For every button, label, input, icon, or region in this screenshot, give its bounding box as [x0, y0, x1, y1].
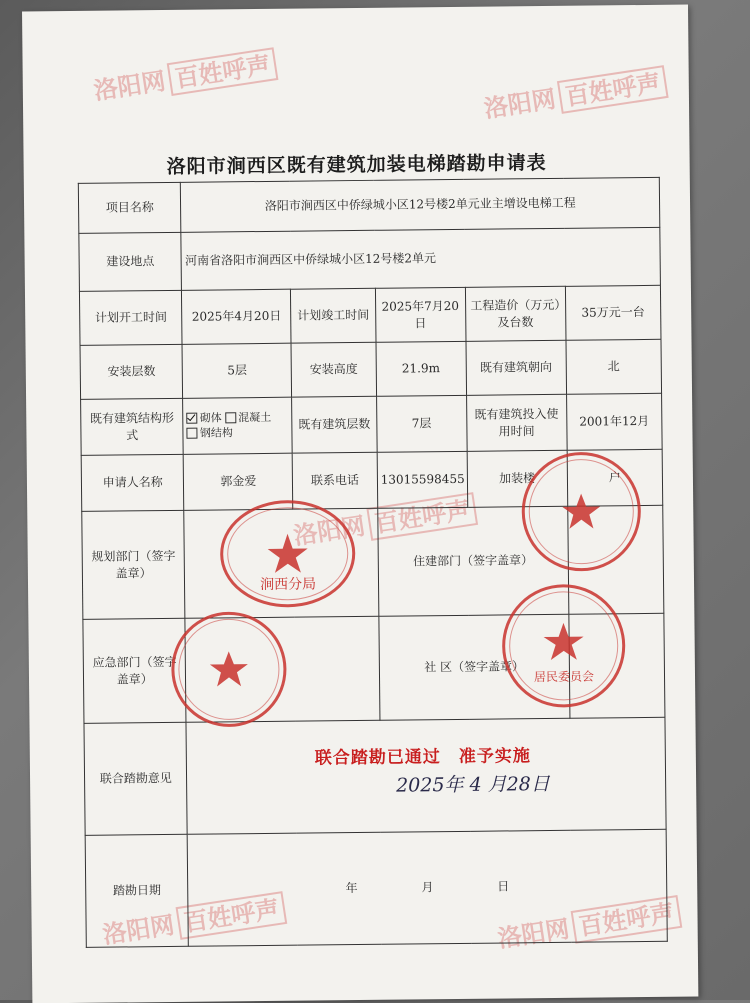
- finish-time-value: 2025年7月20日: [375, 287, 465, 342]
- row-survey-date: [85, 829, 667, 947]
- community-seal-sub: 居民委员会: [533, 669, 595, 685]
- project-name-value: 洛阳市涧西区中侨绿城小区12号楼2单元业主增设电梯工程: [181, 177, 660, 232]
- page-title: 洛阳市涧西区既有建筑加装电梯踏勘申请表: [166, 152, 547, 178]
- planning-label: 规划部门（签字盖章）: [82, 510, 186, 619]
- housing-bureau-seal: [519, 449, 645, 575]
- watermark-middle: 洛阳网 百姓呼声: [291, 489, 478, 551]
- survey-date-label: 踏勘日期: [85, 834, 189, 947]
- start-time-value: 2025年4月20日: [182, 289, 291, 344]
- row-opinion: [84, 717, 666, 835]
- planning-bureau-seal: [217, 498, 358, 609]
- applicant-value: 郭金爱: [184, 453, 293, 510]
- watermark-bottom-right: 洛阳网 百姓呼声: [495, 892, 682, 954]
- checkbox-masonry[interactable]: [187, 413, 198, 424]
- checkbox-concrete[interactable]: [225, 412, 236, 423]
- emergency-label: 应急部门（签字盖章）: [83, 618, 187, 723]
- start-time-label: 计划开工时间: [79, 290, 182, 345]
- location-label: 建设地点: [79, 232, 182, 291]
- planning-seal-sub: 涧西分局: [259, 576, 317, 594]
- community-label: 社 区（签字盖章）: [379, 614, 570, 720]
- building-floors-label: 既有建筑层数: [292, 396, 377, 453]
- approval-handwritten-date: 2025年 4 月28日: [396, 773, 550, 797]
- location-value: 河南省洛阳市涧西区中侨绿城小区12号楼2单元: [181, 227, 660, 290]
- cost-value: 35万元一台: [565, 285, 661, 340]
- community-committee-seal: [498, 580, 629, 711]
- floors-value: 5层: [182, 343, 291, 398]
- phone-value: 13015598455: [377, 451, 467, 508]
- date-month: 月: [421, 880, 434, 895]
- height-label: 安装高度: [291, 342, 376, 397]
- checkbox-steel[interactable]: [187, 428, 198, 439]
- application-form-paper: [22, 5, 698, 1003]
- structure-label: 既有建筑结构形式: [81, 398, 184, 455]
- height-value: 21.9m: [376, 341, 466, 396]
- emergency-bureau-seal: [163, 609, 294, 730]
- cost-label: 工程造价（万元）及台数: [465, 286, 566, 341]
- household-value: 户: [567, 449, 663, 506]
- household-label: 加装楼: [467, 450, 568, 507]
- row-floors: [80, 339, 662, 399]
- project-name-label: 项目名称: [78, 182, 181, 233]
- housing-label: 住建部门（签字盖章）: [377, 506, 568, 616]
- survey-date-blank: [188, 829, 668, 946]
- option-masonry: 砌体: [199, 411, 222, 425]
- watermark-top-left: 洛阳网 百姓呼声: [91, 44, 278, 106]
- use-time-value: 2001年12月: [566, 393, 662, 450]
- approval-stamp-text: 联合踏勘已通过 准予实施: [314, 746, 531, 769]
- option-concrete: 混凝土: [238, 410, 272, 424]
- structure-options: [183, 397, 292, 454]
- row-structure: [81, 393, 663, 455]
- date-day: 日: [497, 879, 510, 894]
- applicant-label: 申请人名称: [81, 454, 184, 511]
- use-time-label: 既有建筑投入使用时间: [466, 394, 567, 451]
- orientation-value: 北: [566, 339, 662, 394]
- row-schedule: [79, 285, 661, 345]
- row-location: [79, 227, 661, 291]
- watermark-bottom-left: 洛阳网 百姓呼声: [100, 888, 287, 950]
- date-year: 年: [345, 881, 358, 896]
- floors-label: 安装层数: [80, 344, 183, 399]
- building-floors-value: 7层: [376, 395, 466, 452]
- row-project-name: [78, 177, 659, 233]
- orientation-label: 既有建筑朝向: [466, 340, 567, 395]
- option-steel: 钢结构: [199, 425, 233, 440]
- finish-time-label: 计划竣工时间: [291, 288, 376, 343]
- phone-label: 联系电话: [292, 452, 377, 509]
- opinion-label: 联合踏勘意见: [84, 722, 188, 835]
- watermark-top-right: 洛阳网 百姓呼声: [481, 62, 668, 124]
